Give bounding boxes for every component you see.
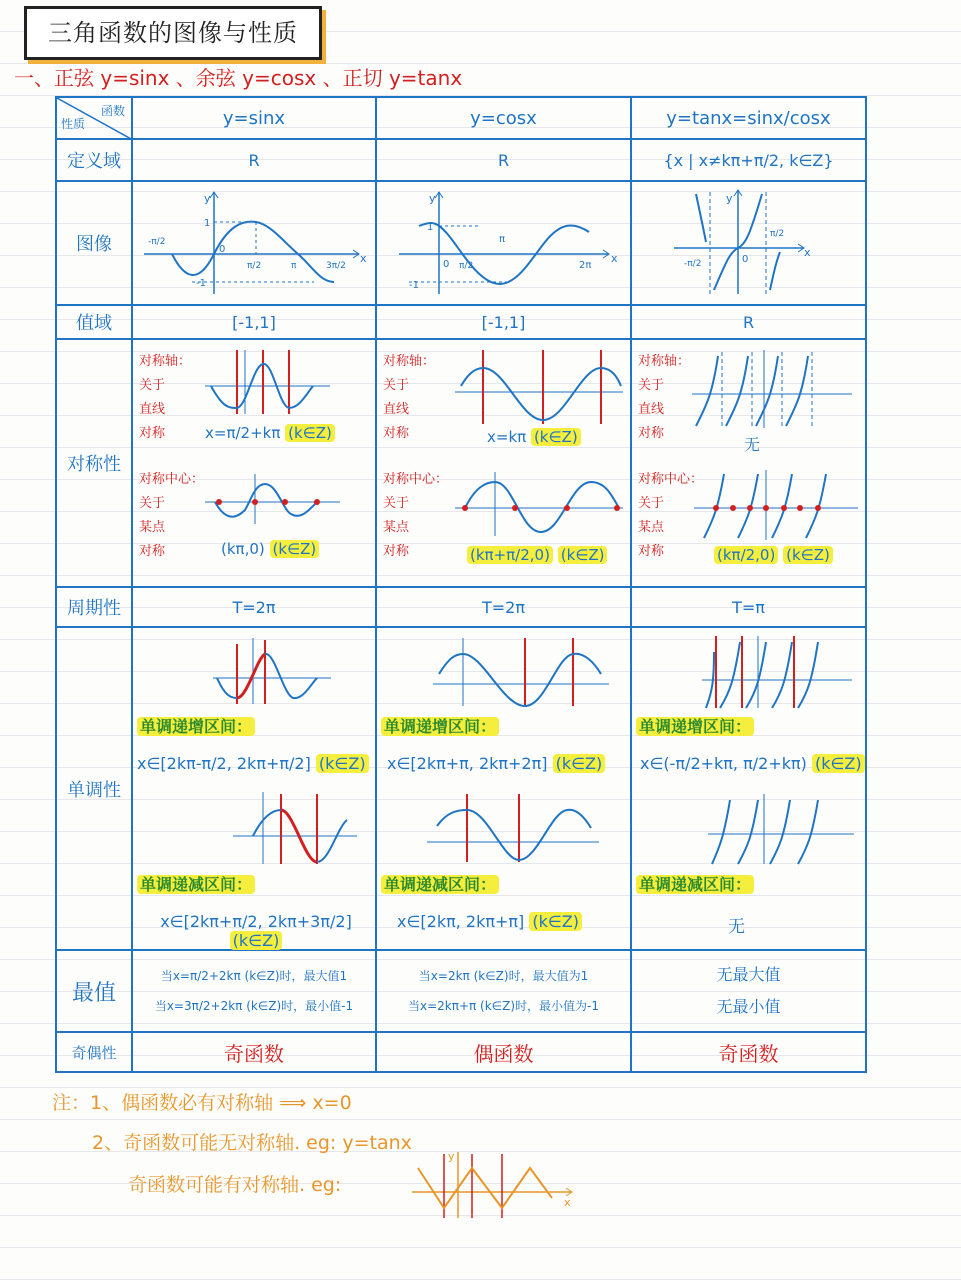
symmetry-row	[56, 339, 866, 587]
cos-center-desc-1: 关于	[383, 496, 410, 511]
row-label-symmetry: 对称性	[56, 339, 132, 587]
sin-dec-expr	[137, 912, 375, 950]
tan-inc-title-text: 单调递增区间：	[636, 717, 754, 736]
header-cos: y=cosx	[376, 97, 631, 139]
sin-graph-pi: π	[291, 261, 297, 271]
sin-graph-half-pi: π/2	[247, 261, 262, 271]
monotonic-tan-cell	[631, 627, 866, 950]
sin-axis-labels	[139, 350, 191, 446]
cos-axis-graph	[455, 346, 625, 426]
cos-graph-zero: 0	[442, 259, 449, 270]
cos-inc-graph	[433, 634, 613, 708]
cos-max: 当x=2kπ (k∈Z)时，最大值为1	[418, 969, 589, 983]
tan-graph-x-label: x	[803, 246, 811, 259]
row-label-period: 周期性	[56, 587, 132, 627]
cos-center-kz: (k∈Z)	[558, 546, 608, 564]
sin-axis-graph	[205, 346, 335, 416]
cos-graph-one: 1	[426, 222, 433, 233]
cos-center-desc-2: 某点	[383, 520, 410, 535]
sin-center-labels	[139, 468, 204, 564]
note-graph-y-label: y	[448, 1150, 455, 1163]
tan-inc-expr	[640, 754, 865, 773]
tan-graph-y-label: y	[725, 192, 733, 205]
symmetry-tan-cell	[631, 339, 866, 587]
sin-dec-kz: (k∈Z)	[230, 931, 283, 950]
tan-inc-title	[632, 714, 754, 737]
cos-center-value: (kπ+π/2,0)	[467, 546, 553, 564]
sin-dec-value: x∈[2kπ+π/2, 2kπ+3π/2]	[160, 912, 352, 931]
sin-inc-title	[133, 714, 255, 737]
sin-graph-x-label: x	[360, 252, 367, 265]
graph-row	[56, 181, 866, 305]
corner-cell	[56, 97, 132, 139]
sin-axis-desc-2: 直线	[139, 402, 166, 417]
header-tan: y=tanx=sinx/cosx	[631, 97, 866, 139]
cos-inc-title	[377, 714, 499, 737]
sin-min: 当x=3π/2+2kπ (k∈Z)时，最小值-1	[154, 999, 354, 1013]
cos-dec-kz: (k∈Z)	[529, 912, 582, 931]
tan-dec-value: 无	[728, 917, 745, 937]
tan-inc-kz: (k∈Z)	[812, 754, 865, 773]
tan-inc-value: x∈(-π/2+kπ, π/2+kπ)	[640, 754, 807, 773]
cos-inc-title-text: 单调递增区间：	[381, 717, 499, 736]
sin-axis-desc-3: 对称	[139, 426, 166, 441]
cos-min: 当x=2kπ+π (k∈Z)时，最小值为-1	[407, 999, 599, 1013]
tan-inc-graph	[702, 632, 862, 710]
tan-axis-desc-2: 直线	[638, 402, 665, 417]
period-row	[56, 587, 866, 627]
sin-center-kz: (k∈Z)	[270, 540, 320, 558]
cos-center-labels	[383, 468, 448, 564]
monotonic-sin-cell	[132, 627, 376, 950]
range-tan: R	[631, 305, 866, 339]
cos-graph-neg-one: -1	[408, 280, 419, 291]
sin-max: 当x=π/2+2kπ (k∈Z)时，最大值1	[160, 969, 348, 983]
corner-bottom-label: 性质	[61, 117, 86, 131]
parity-row	[56, 1032, 866, 1072]
parity-sin: 奇函数	[132, 1032, 376, 1072]
cos-dec-graph	[427, 790, 603, 864]
symmetry-sin-cell	[132, 339, 376, 587]
tan-dec-title	[632, 872, 754, 895]
tan-dec-title-text: 单调递减区间：	[636, 875, 754, 894]
cos-graph-y-label: y	[428, 192, 436, 205]
extrema-tan	[631, 950, 866, 1032]
row-label-monotonic: 单调性	[56, 627, 132, 950]
cos-axis-kz: (k∈Z)	[531, 428, 581, 446]
cos-dec-title	[377, 872, 499, 895]
cos-axis-equation	[487, 428, 581, 446]
row-label-range: 值域	[56, 305, 132, 339]
period-sin: T=2π	[132, 587, 376, 627]
tan-center-desc-1: 关于	[638, 496, 665, 511]
domain-row	[56, 139, 866, 181]
sin-center-graph	[205, 470, 345, 526]
sin-center-desc-3: 对称	[139, 544, 166, 559]
sin-dec-graph	[233, 788, 363, 866]
tan-center-kz: (k∈Z)	[783, 546, 833, 564]
extrema-cos	[376, 950, 631, 1032]
period-tan: T=π	[631, 587, 866, 627]
sin-graph-three-half-pi: 3π/2	[326, 261, 346, 271]
note-example-graph	[412, 1148, 582, 1220]
cos-center-graph	[455, 468, 625, 538]
tan-min: 无最小值	[716, 997, 781, 1016]
tan-axis-desc-3: 对称	[638, 426, 665, 441]
sin-center-value: (kπ,0)	[221, 540, 265, 558]
sin-graph	[134, 182, 374, 300]
cos-axis-label: 对称轴：	[383, 354, 436, 369]
sin-graph-y-label: y	[204, 192, 211, 205]
properties-table	[55, 96, 865, 1073]
cos-axis-labels	[383, 350, 435, 446]
symmetry-cos-cell	[376, 339, 631, 587]
extrema-sin	[132, 950, 376, 1032]
tan-dec-graph	[708, 790, 858, 866]
cos-graph-two-pi: 2π	[578, 260, 591, 271]
tan-axis-value: 无	[744, 435, 761, 454]
tan-axis-labels	[638, 350, 690, 446]
cos-inc-value: x∈[2kπ+π, 2kπ+2π]	[387, 754, 548, 773]
tan-center-value: (kπ/2,0)	[714, 546, 778, 564]
sin-inc-kz: (k∈Z)	[316, 754, 369, 773]
cos-axis-desc-2: 直线	[383, 402, 410, 417]
tan-axis-graph	[692, 346, 862, 430]
graph-cos-cell	[376, 181, 631, 305]
domain-tan: {x | x≠kπ+π/2, k∈Z}	[631, 139, 866, 181]
tan-max: 无最大值	[716, 965, 781, 984]
range-row	[56, 305, 866, 339]
cos-center-equation	[467, 546, 607, 564]
sin-inc-expr	[137, 754, 369, 773]
sin-graph-one: 1	[204, 218, 211, 229]
tan-graph	[634, 182, 864, 300]
sin-inc-title-text: 单调递增区间：	[137, 717, 255, 736]
extrema-row	[56, 950, 866, 1032]
tan-graph-neg-half-pi: -π/2	[683, 259, 701, 269]
sin-axis-desc-1: 关于	[139, 378, 166, 393]
tan-center-desc-3: 对称	[638, 544, 665, 559]
cos-inc-kz: (k∈Z)	[553, 754, 606, 773]
note-2: 2、奇函数可能无对称轴. eg: y=tanx	[92, 1132, 412, 1154]
sin-graph-neg-half-pi: -π/2	[148, 237, 166, 247]
sin-graph-neg-one: -1	[196, 278, 206, 289]
cos-graph-x-label: x	[610, 252, 618, 265]
sin-graph-zero: 0	[219, 244, 226, 255]
range-cos: [-1,1]	[376, 305, 631, 339]
section-heading: 一、正弦 y=sinx 、余弦 y=cosx 、正切 y=tanx	[14, 66, 463, 90]
monotonic-row	[56, 627, 866, 950]
sin-axis-value: x=π/2+kπ	[205, 424, 281, 442]
sin-dec-title	[133, 872, 255, 895]
tan-graph-half-pi: π/2	[769, 229, 784, 239]
cos-dec-title-text: 单调递减区间：	[381, 875, 499, 894]
page-title: 三角函数的图像与性质	[24, 6, 322, 60]
sin-axis-equation	[205, 424, 335, 442]
sin-axis-label: 对称轴：	[139, 354, 192, 369]
sin-dec-title-text: 单调递减区间：	[137, 875, 255, 894]
cos-graph-pi: π	[498, 234, 505, 245]
cos-inc-expr	[387, 754, 605, 773]
cos-dec-expr	[397, 912, 582, 931]
parity-tan: 奇函数	[631, 1032, 866, 1072]
cos-axis-desc-1: 关于	[383, 378, 410, 393]
cos-axis-value: x=kπ	[487, 428, 527, 446]
domain-sin: R	[132, 139, 376, 181]
range-sin: [-1,1]	[132, 305, 376, 339]
tan-axis-label: 对称轴：	[638, 354, 691, 369]
row-label-extrema: 最值	[56, 950, 132, 1032]
sin-center-desc-1: 关于	[139, 496, 166, 511]
sin-center-desc-2: 某点	[139, 520, 166, 535]
graph-sin-cell	[132, 181, 376, 305]
corner-top-label: 函数	[100, 104, 125, 118]
tan-center-equation	[714, 546, 833, 564]
tan-center-label: 对称中心：	[638, 472, 704, 487]
tan-axis-desc-1: 关于	[638, 378, 665, 393]
cos-graph	[379, 182, 629, 300]
tan-center-desc-2: 某点	[638, 520, 665, 535]
note-3: 奇函数可能有对称轴. eg:	[128, 1174, 342, 1196]
note-1: 注：1、偶函数必有对称轴 ⟹ x=0	[52, 1092, 352, 1114]
cos-graph-half-pi: π/2	[458, 261, 473, 271]
cos-center-label: 对称中心：	[383, 472, 449, 487]
domain-cos: R	[376, 139, 631, 181]
sin-inc-graph	[213, 634, 343, 706]
graph-tan-cell	[631, 181, 866, 305]
header-sin: y=sinx	[132, 97, 376, 139]
row-label-domain: 定义域	[56, 139, 132, 181]
sin-inc-value: x∈[2kπ-π/2, 2kπ+π/2]	[137, 754, 311, 773]
header-row	[56, 97, 866, 139]
tan-center-graph	[694, 466, 862, 542]
monotonic-cos-cell	[376, 627, 631, 950]
parity-cos: 偶函数	[376, 1032, 631, 1072]
tan-graph-zero: 0	[741, 254, 748, 265]
cos-center-desc-3: 对称	[383, 544, 410, 559]
sin-center-label: 对称中心：	[139, 472, 205, 487]
cos-dec-value: x∈[2kπ, 2kπ+π]	[397, 912, 525, 931]
sin-center-equation	[221, 540, 319, 558]
cos-axis-desc-3: 对称	[383, 426, 410, 441]
sin-axis-kz: (k∈Z)	[285, 424, 335, 442]
period-cos: T=2π	[376, 587, 631, 627]
row-label-graph: 图像	[56, 181, 132, 305]
row-label-parity: 奇偶性	[56, 1032, 132, 1072]
note-graph-x-label: x	[564, 1196, 571, 1209]
